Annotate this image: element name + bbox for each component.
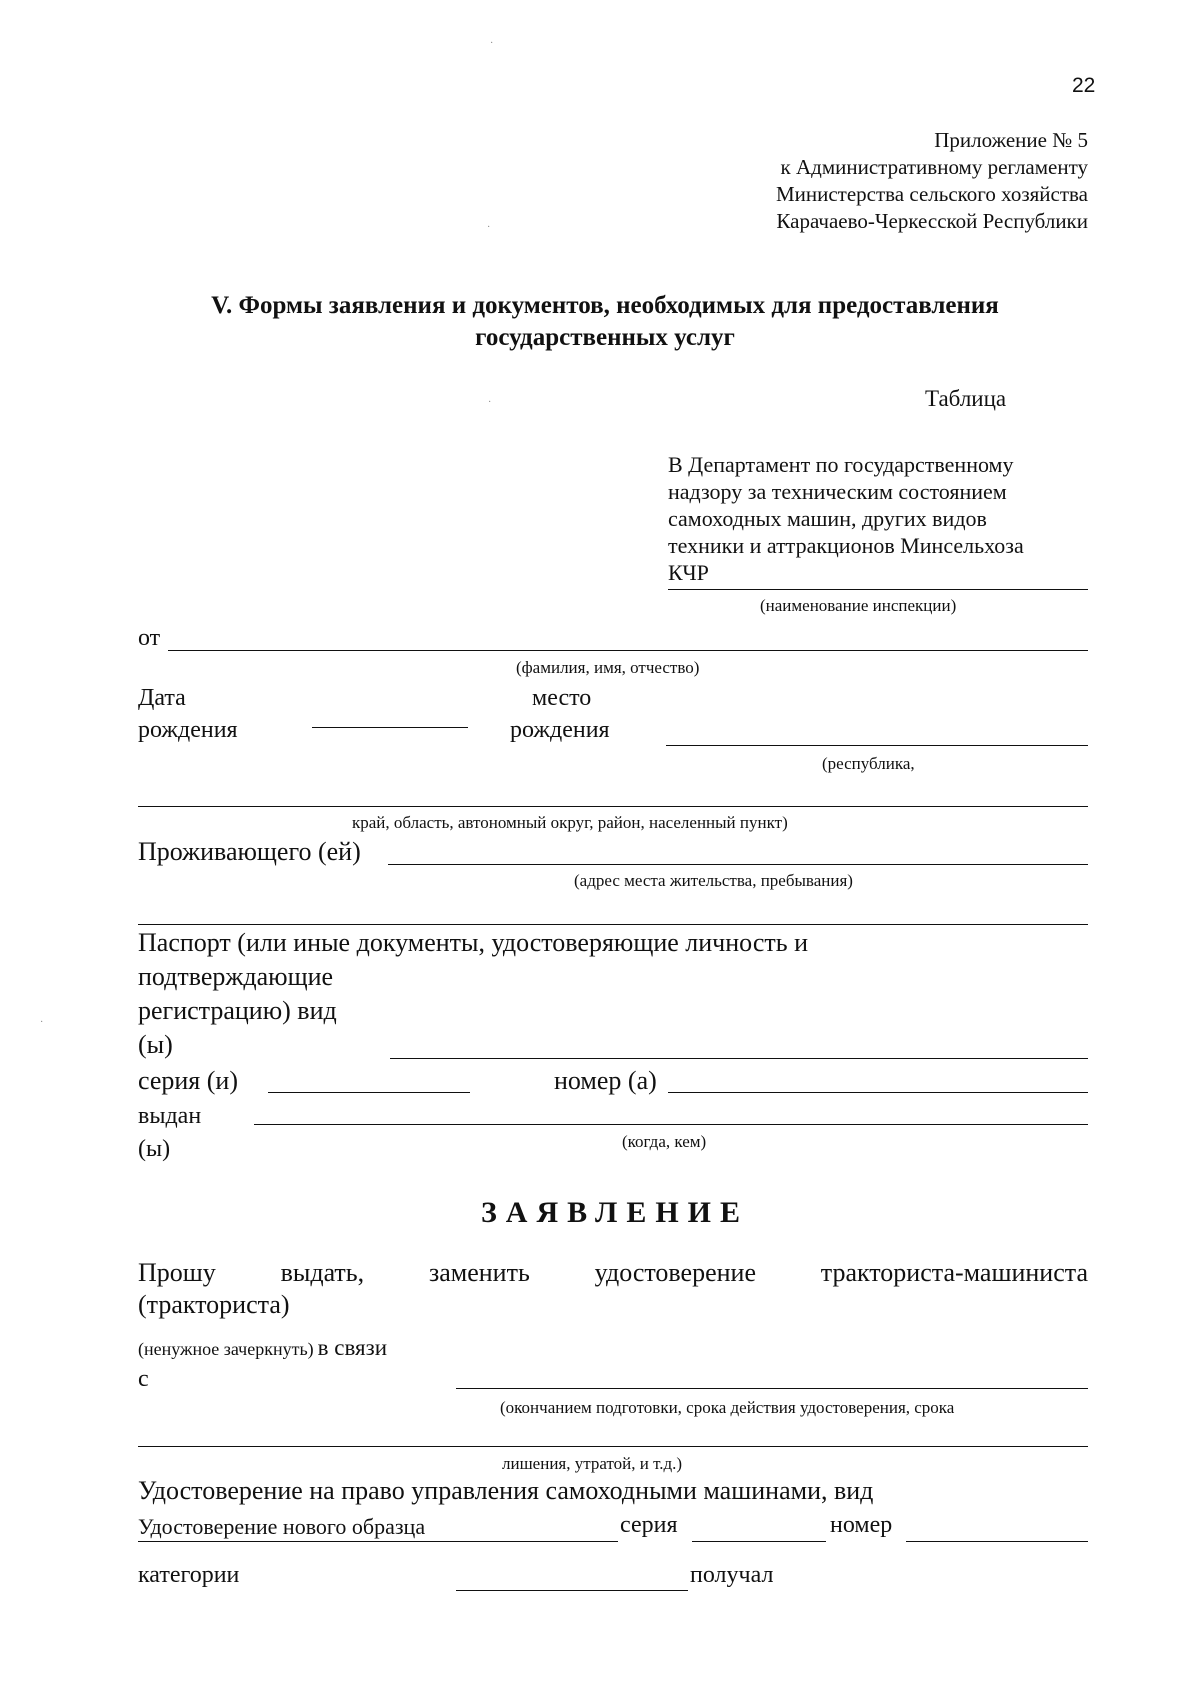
request-word: тракториста-машиниста [820,1258,1088,1287]
license-number-label: номер [830,1512,893,1538]
categories-label: категории [138,1562,240,1588]
passport-label-cont: (ы) [138,1030,173,1059]
document-type-field[interactable] [390,1058,1088,1059]
table-label: Таблица [925,386,1007,411]
section-title: V. Формы заявления и документов, необходимых для предоставления [211,292,999,319]
passport-label: Паспорт (или иные документы, удостоверяющие личность и [138,928,808,957]
received-label: получал [690,1562,774,1588]
residing-label: Проживающего (ей) [138,837,361,866]
reason-field[interactable] [456,1388,1088,1389]
scan-speck: · [40,1017,44,1028]
request-line-cont: (тракториста) [138,1290,290,1319]
reason-field-cont[interactable] [138,1446,1088,1447]
strike-note [138,1335,387,1361]
address-field[interactable] [388,864,1088,865]
issued-hint: (когда, кем) [622,1132,707,1151]
license-series-label: серия [620,1512,678,1538]
issued-label-cont: (ы) [138,1136,171,1162]
inspection-hint: (наименование инспекции) [760,596,957,615]
from-label: от [138,625,161,651]
license-number-field[interactable] [906,1541,1088,1542]
birth-date-field[interactable] [312,727,468,728]
appendix-line: Министерства сельского хозяйства [775,182,1088,206]
series-label: серия (и) [138,1066,239,1095]
recipient-line: самоходных машин, других видов [668,506,987,531]
passport-label-cont: подтверждающие [138,962,334,991]
license-type-field[interactable] [138,1541,618,1542]
issued-by-field[interactable] [254,1124,1088,1125]
address-field-cont[interactable] [138,924,1088,925]
request-word: заменить [428,1258,530,1287]
with-label: с [138,1366,149,1392]
birth-place-field[interactable] [666,745,1088,746]
birth-place-field-cont[interactable] [138,806,1088,807]
appendix-line: к Административному регламенту [780,155,1088,179]
birth-date-label: Дата [138,685,186,711]
appendix-number: Приложение № 5 [934,128,1088,152]
strike-hint: (ненужное зачеркнуть) [138,1339,314,1359]
birth-place-hint: (республика, [822,754,915,773]
recipient-line: В Департамент по государственному [668,452,1014,477]
passport-label-cont: регистрацию) вид [138,996,337,1025]
recipient-line: надзору за техническим состоянием [668,479,1007,504]
birth-date-label-cont: рождения [138,717,238,743]
recipient-line: КЧР [668,560,709,585]
license-type-value: Удостоверение нового образца [138,1514,426,1539]
scan-speck: · [490,38,494,49]
request-word: выдать, [280,1258,365,1287]
reason-hint: (окончанием подготовки, срока действия удостоверения, срока [500,1398,955,1417]
address-hint: (адрес места жительства, пребывания) [574,871,853,890]
inspection-name-field[interactable] [668,589,1088,590]
full-name-field[interactable] [168,650,1088,651]
birth-place-label-cont: рождения [510,717,610,743]
reason-hint-cont: лишения, утратой, и т.д.) [502,1454,683,1473]
request-line [138,1258,1088,1288]
scan-speck: · [488,397,492,408]
request-word: удостоверение [594,1258,756,1287]
number-label: номер (а) [554,1066,657,1095]
recipient-line: техники и аттракционов Минсельхоза [668,533,1024,558]
license-series-field[interactable] [692,1541,826,1542]
appendix-line: Карачаево-Черкесской Республики [776,209,1088,233]
birth-place-hint-cont: край, область, автономный округ, район, населенный пункт) [352,813,788,832]
request-word: Прошу [138,1258,216,1287]
section-title-cont: государственных услуг [475,324,735,351]
categories-field[interactable] [456,1590,688,1591]
number-field[interactable] [668,1092,1088,1093]
in-connection-label: в связи [317,1335,388,1360]
license-line: Удостоверение на право управления самоходными машинами, вид [138,1476,874,1505]
statement-title: ЗАЯВЛЕНИЕ [480,1196,750,1229]
issued-label: выдан [138,1103,202,1129]
scan-speck: · [487,222,491,233]
birth-place-label: место [532,685,592,711]
page-number: 22 [1072,74,1096,97]
series-field[interactable] [268,1092,470,1093]
full-name-hint: (фамилия, имя, отчество) [516,658,700,677]
